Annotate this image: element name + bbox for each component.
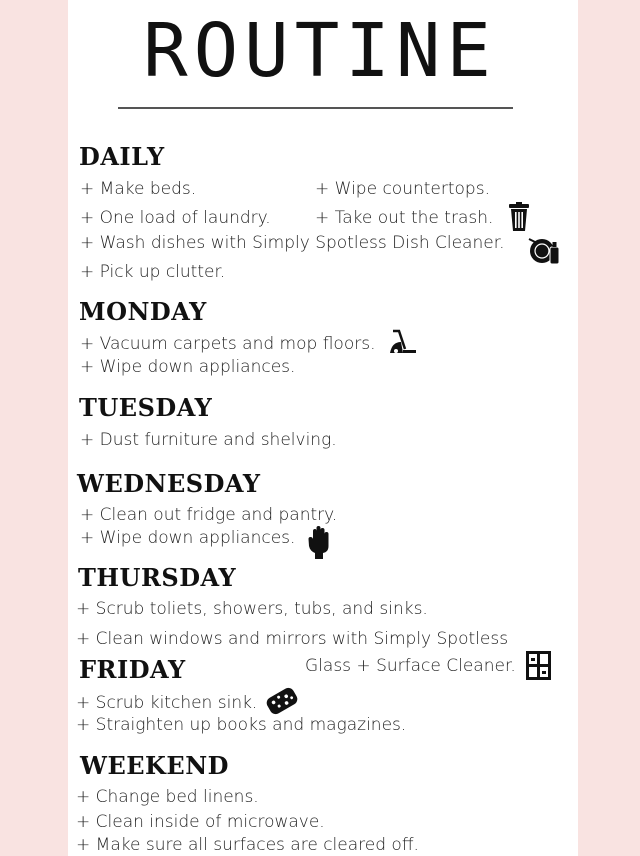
thursday-item: + Scrub toliets, showers, tubs, and sinks. [76, 599, 428, 619]
weekend-item: + Make sure all surfaces are cleared off. [76, 835, 419, 855]
window-icon [526, 651, 551, 680]
daily-item: + Wipe countertops. [315, 179, 490, 199]
heading-monday: MONDAY [79, 297, 207, 326]
monday-item: + Vacuum carpets and mop floors. [80, 334, 376, 354]
daily-item: + Pick up clutter. [80, 262, 226, 282]
weekend-item: + Clean inside of microwave. [76, 812, 325, 832]
wednesday-item: + Clean out fridge and pantry. [80, 505, 338, 525]
daily-item: + Wash dishes with Simply Spotless Dish Cleaner. [80, 233, 505, 253]
wednesday-item: + Wipe down appliances. [80, 528, 296, 548]
title-divider [118, 107, 513, 109]
friday-item: + Straighten up books and magazines. [76, 715, 407, 735]
heading-tuesday: TUESDAY [79, 393, 213, 422]
weekend-item: + Change bed linens. [76, 787, 259, 807]
heading-wednesday: WEDNESDAY [77, 469, 261, 498]
heading-thursday: THURSDAY [78, 563, 237, 592]
glove-icon [308, 524, 330, 560]
monday-item: + Wipe down appliances. [80, 357, 296, 377]
friday-item: + Scrub kitchen sink. [76, 693, 258, 713]
heading-weekend: WEEKEND [80, 751, 229, 780]
trash-can-icon [508, 202, 530, 232]
thursday-item: + Clean windows and mirrors with Simply Spotless [76, 629, 509, 649]
heading-friday: FRIDAY [79, 655, 186, 684]
page-title: ROUTINE [143, 8, 497, 94]
heading-daily: DAILY [79, 142, 165, 171]
daily-item: + Make beds. [80, 179, 197, 199]
thursday-item: Glass + Surface Cleaner. [305, 656, 516, 676]
daily-item: + One load of laundry. [80, 208, 271, 228]
vacuum-icon [389, 329, 417, 354]
tuesday-item: + Dust furniture and shelving. [80, 430, 337, 450]
daily-item: + Take out the trash. [315, 208, 494, 228]
dish-soap-icon [528, 233, 562, 267]
sponge-icon [264, 683, 300, 719]
